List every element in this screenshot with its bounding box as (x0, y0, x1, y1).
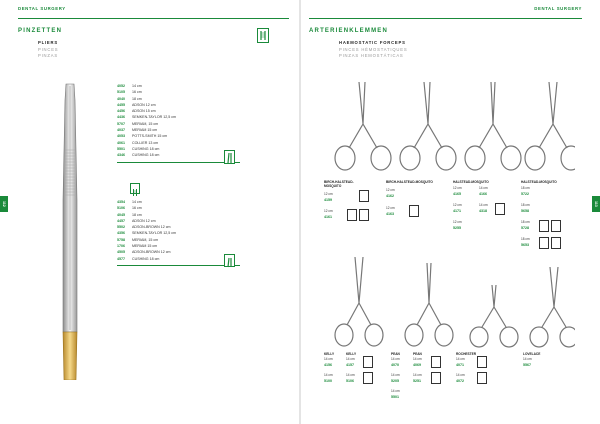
list-item: 4356 SEMKEN-TAYLOR 12,5 cm (117, 231, 176, 236)
forceps-number: 4162 (386, 194, 394, 198)
right-page-number: 113 (592, 196, 600, 212)
forceps-number: 4171 (453, 209, 461, 213)
subtitle-es: PINZAS (38, 53, 58, 58)
list-item: 4037 MERIAM 15 cm (117, 128, 158, 133)
forceps-number: 4069 (413, 363, 421, 367)
forceps-name: PEAN (391, 352, 400, 356)
right-header: DENTAL SURGERY (309, 6, 582, 19)
forceps-size: 14 cm (413, 373, 422, 377)
forceps-number: 5501 (391, 395, 399, 399)
list-item: 5707 MERIAM, 15 cm (117, 121, 159, 126)
left-subtitles (38, 40, 58, 60)
curved-tip-icon (495, 203, 505, 215)
forceps-size: 14 cm (324, 373, 333, 377)
group2-divider (117, 265, 240, 266)
forceps-number: 5728 (521, 226, 529, 230)
forceps-size: 12 cm (453, 220, 462, 224)
tweezers-illustration (55, 80, 85, 385)
straight-tip-icon (477, 356, 487, 368)
tip-icon-group2 (224, 254, 235, 267)
tip-icon-group1 (224, 150, 235, 164)
list-item: 5502 ADSON-BROWN 12 cm (117, 225, 171, 230)
forceps-size: 12 cm (386, 206, 395, 210)
list-item: 4436 SEMKEN-TAYLOR 12,5 cm (117, 115, 176, 120)
list-item: 4457 ADSON 12 cm (117, 218, 156, 223)
straight-tip-icon (551, 237, 561, 249)
forceps-size: 14 cm (391, 357, 400, 361)
forceps-number: 4318 (479, 209, 487, 213)
forceps-size: 14 cm (413, 357, 422, 361)
pliers-list-2 (117, 199, 176, 262)
list-item: 4040 18 cm (117, 96, 142, 101)
list-item: 5106 16 cm (117, 206, 142, 211)
list-item: 1706 MERIAM 15 cm (117, 244, 158, 249)
forceps-name: BIRCH-HALSTEAD-MOSQUITO (386, 180, 433, 184)
forceps-size: 14 cm (346, 357, 355, 361)
forceps-size: 18 cm (521, 237, 530, 241)
forceps-number: 5722 (521, 192, 529, 196)
forceps-name: PEAN (413, 352, 422, 356)
subtitle-fr: PINCES (38, 46, 59, 52)
list-item: 4052 14 cm (117, 84, 142, 88)
list-item: 5105 16 cm (117, 90, 142, 95)
right-subtitles (339, 40, 407, 60)
forceps-number: 4166 (479, 192, 487, 196)
subtitle-fr: PINCES HÉMOSTATIQUES (339, 46, 408, 52)
curved-tip-icon (347, 209, 357, 221)
left-page-number: 112 (0, 196, 8, 212)
serrated-tip-icon (257, 28, 269, 43)
forceps-name: ROCHESTER (456, 352, 477, 356)
pliers-list-1 (117, 83, 176, 159)
curved-tip-icon (409, 205, 419, 217)
list-item: 4456 ADSON 15 cm (117, 109, 156, 114)
straight-tip-icon (551, 220, 561, 232)
forceps-name: BIRCH-HALSTEAD-MOSQUITO (324, 180, 354, 189)
forceps-size: 12 cm (324, 192, 333, 196)
forceps-size: 18 cm (521, 220, 530, 224)
list-item: 4577 CUSHING 18 cm (117, 256, 160, 261)
forceps-number: 5205 (391, 379, 399, 383)
curved-tip-icon (539, 220, 549, 232)
forceps-name: LOVELACE (523, 352, 541, 356)
forceps-size: 18 cm (521, 186, 530, 190)
forceps-number: 4070 (391, 363, 399, 367)
list-item: 4505 ADSON-BROWN 12 cm (117, 250, 171, 255)
forceps-number: 4156 (324, 363, 332, 367)
curved-tip-icon (363, 356, 373, 368)
curved-tip-icon (539, 237, 549, 249)
straight-tip-icon (359, 190, 369, 202)
list-item: 5501 CUSHING 18 cm (117, 146, 160, 151)
forceps-number: 5255 (453, 226, 461, 230)
list-item: 4455 ADSON 12 cm (117, 102, 156, 107)
forceps-number: 5100 (324, 379, 332, 383)
forceps-name: HALSTEAD-MOSQUITO (521, 180, 557, 184)
forceps-number: 4161 (324, 215, 332, 219)
forceps-size: 14 cm (523, 357, 532, 361)
forceps-number: 5658 (521, 209, 529, 213)
straight-tip-icon (431, 372, 441, 384)
forceps-size: 18 cm (521, 203, 530, 207)
forceps-number: 5106 (346, 379, 354, 383)
forceps-name: KELLY (346, 352, 357, 356)
left-header: DENTAL SURGERY (18, 6, 289, 19)
forceps-row2-illustration (315, 255, 575, 350)
forceps-size: 14 cm (479, 186, 488, 190)
list-item: 4045 18 cm (117, 212, 142, 217)
forceps-size: 12 cm (453, 203, 462, 207)
forceps-size: 14 cm (391, 373, 400, 377)
group1-divider (117, 162, 240, 163)
forceps-name: HALSTEAD-MOSQUITO (453, 180, 489, 184)
forceps-number: 5653 (521, 243, 529, 247)
forceps-number: 4163 (386, 212, 394, 216)
forceps-number: 5567 (523, 363, 531, 367)
section-title-arterienklemmen: ARTERIENKLEMMEN (309, 28, 388, 34)
forceps-name: KELLY (324, 352, 335, 356)
curved-tip-icon (431, 356, 441, 368)
curved-tip-icon (477, 372, 487, 384)
forceps-number: 5251 (413, 379, 421, 383)
subtitle-es: PINZAS HEMOSTÁTICAS (339, 53, 404, 58)
forceps-number: 4071 (456, 363, 464, 367)
forceps-size: 14 cm (346, 373, 355, 377)
list-item: 4053 POTTS-SMITH 15 cm (117, 134, 168, 139)
right-page (301, 0, 600, 424)
forceps-size: 12 cm (324, 209, 333, 213)
forceps-size: 12 cm (386, 188, 395, 192)
forceps-size: 14 cm (456, 373, 465, 377)
forceps-number: 4157 (346, 363, 354, 367)
forceps-size: 14 cm (391, 389, 400, 393)
forceps-number: 4165 (453, 192, 461, 196)
serrated-tip-icon-2 (130, 183, 140, 194)
subtitle-en: PLIERS (38, 40, 58, 45)
subtitle-en: HAEMOSTATIC FORCEPS (339, 40, 406, 45)
forceps-number: 4159 (324, 198, 332, 202)
forceps-row1-illustration (315, 76, 575, 176)
forceps-number: 4072 (456, 379, 464, 383)
forceps-size: 14 cm (456, 357, 465, 361)
forceps-size: 14 cm (479, 203, 488, 207)
list-item: 4354 14 cm (117, 200, 142, 204)
straight-tip-icon (363, 372, 373, 384)
straight-tip-icon (359, 209, 369, 221)
list-item: 4061 COLLIER 13 cm (117, 140, 159, 145)
forceps-size: 12 cm (453, 186, 462, 190)
forceps-size: 14 cm (324, 357, 333, 361)
list-item: 5758 MERIAM, 15 cm (117, 237, 159, 242)
list-item: 4346 CUSHING 18 cm (117, 153, 160, 158)
left-page (0, 0, 299, 424)
section-title-pinzetten: PINZETTEN (18, 28, 63, 34)
